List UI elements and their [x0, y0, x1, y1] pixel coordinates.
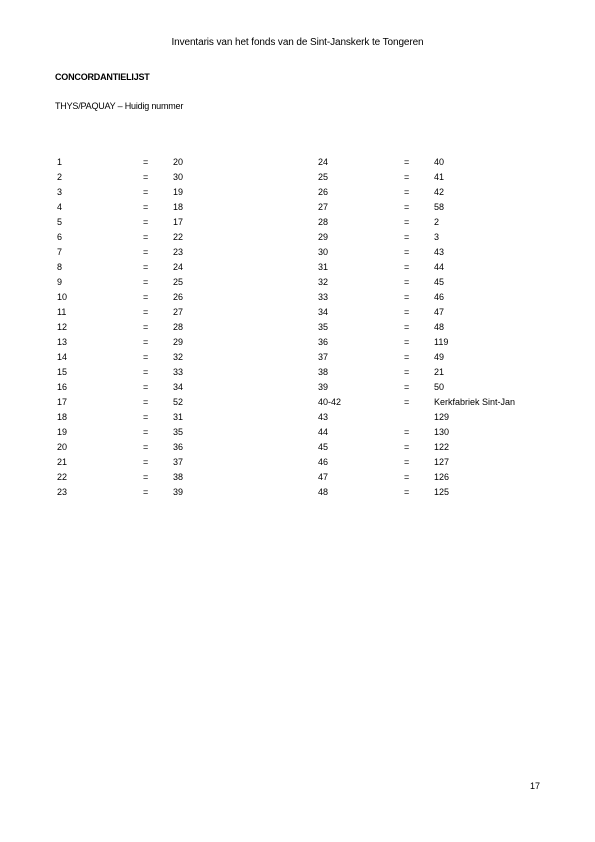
old-number: 3	[57, 187, 63, 197]
equals-sign: =	[143, 157, 149, 167]
old-number: 23	[57, 487, 68, 497]
old-number: 22	[57, 472, 68, 482]
equals-sign: =	[404, 187, 410, 197]
current-number: 20	[173, 157, 184, 167]
current-number: 127	[434, 457, 450, 467]
equals-sign: =	[143, 202, 149, 212]
old-number: 37	[318, 352, 329, 362]
equals-sign: =	[404, 172, 410, 182]
current-number: 130	[434, 427, 450, 437]
current-number: 3	[434, 232, 440, 242]
section-title: CONCORDANTIELIJST	[55, 72, 150, 82]
current-number: 28	[173, 322, 184, 332]
current-number: 23	[173, 247, 184, 257]
equals-sign: =	[143, 172, 149, 182]
old-number: 30	[318, 247, 329, 257]
equals-sign: =	[143, 427, 149, 437]
equals-sign: =	[404, 457, 410, 467]
old-number: 40-42	[318, 397, 342, 407]
equals-sign: =	[143, 277, 149, 287]
old-number: 48	[318, 487, 329, 497]
current-number: 44	[434, 262, 445, 272]
current-number: 31	[173, 412, 184, 422]
equals-sign: =	[143, 397, 149, 407]
old-number: 27	[318, 202, 329, 212]
old-number: 16	[57, 382, 68, 392]
equals-sign: =	[404, 292, 410, 302]
equals-sign: =	[143, 472, 149, 482]
old-number: 44	[318, 427, 329, 437]
old-number: 36	[318, 337, 329, 347]
equals-sign: =	[404, 277, 410, 287]
old-number: 26	[318, 187, 329, 197]
old-number: 47	[318, 472, 329, 482]
equals-sign: =	[404, 247, 410, 257]
current-number: 43	[434, 247, 445, 257]
equals-sign: =	[143, 322, 149, 332]
equals-sign: =	[143, 232, 149, 242]
current-number: 52	[173, 397, 184, 407]
equals-sign: =	[404, 472, 410, 482]
equals-sign: =	[404, 307, 410, 317]
old-number: 24	[318, 157, 329, 167]
current-number: 17	[173, 217, 184, 227]
current-number: 32	[173, 352, 184, 362]
equals-sign: =	[404, 397, 410, 407]
old-number: 11	[57, 307, 67, 317]
current-number: 2	[434, 217, 440, 227]
old-number: 19	[57, 427, 68, 437]
equals-sign: =	[404, 157, 410, 167]
old-number: 29	[318, 232, 329, 242]
old-number: 38	[318, 367, 329, 377]
equals-sign: =	[143, 487, 149, 497]
equals-sign: =	[143, 337, 149, 347]
old-number: 10	[57, 292, 68, 302]
current-number: 47	[434, 307, 445, 317]
current-number: 129	[434, 412, 450, 422]
equals-sign: =	[404, 487, 410, 497]
current-number: 35	[173, 427, 184, 437]
old-number: 46	[318, 457, 329, 467]
current-number: 46	[434, 292, 445, 302]
section-subtitle: THYS/PAQUAY – Huidig nummer	[55, 101, 184, 111]
equals-sign: =	[404, 352, 410, 362]
current-number: 40	[434, 157, 445, 167]
old-number: 43	[318, 412, 329, 422]
current-number: 38	[173, 472, 184, 482]
old-number: 18	[57, 412, 68, 422]
equals-sign: =	[404, 367, 410, 377]
old-number: 5	[57, 217, 63, 227]
current-number: 27	[173, 307, 184, 317]
current-number: 39	[173, 487, 184, 497]
current-number: 34	[173, 382, 184, 392]
current-number: 41	[434, 172, 445, 182]
current-number: 58	[434, 202, 445, 212]
current-number: Kerkfabriek Sint-Jan	[434, 397, 516, 407]
equals-sign: =	[143, 307, 149, 317]
old-number: 14	[57, 352, 68, 362]
current-number: 37	[173, 457, 184, 467]
equals-sign: =	[143, 217, 149, 227]
old-number: 6	[57, 232, 63, 242]
equals-sign: =	[143, 412, 149, 422]
old-number: 33	[318, 292, 329, 302]
current-number: 30	[173, 172, 184, 182]
current-number: 25	[173, 277, 184, 287]
old-number: 1	[57, 157, 63, 167]
old-number: 39	[318, 382, 329, 392]
equals-sign: =	[404, 202, 410, 212]
current-number: 21	[434, 367, 445, 377]
old-number: 20	[57, 442, 68, 452]
old-number: 35	[318, 322, 329, 332]
equals-sign: =	[404, 262, 410, 272]
old-number: 2	[57, 172, 63, 182]
equals-sign: =	[404, 217, 410, 227]
equals-sign: =	[143, 292, 149, 302]
current-number: 122	[434, 442, 450, 452]
equals-sign: =	[404, 442, 410, 452]
old-number: 45	[318, 442, 329, 452]
equals-sign: =	[143, 187, 149, 197]
current-number: 33	[173, 367, 184, 377]
equals-sign: =	[404, 322, 410, 332]
equals-sign: =	[404, 382, 410, 392]
equals-sign: =	[143, 442, 149, 452]
equals-sign: =	[143, 262, 149, 272]
current-number: 119	[434, 337, 449, 347]
current-number: 45	[434, 277, 445, 287]
current-number: 24	[173, 262, 184, 272]
current-number: 29	[173, 337, 184, 347]
current-number: 126	[434, 472, 450, 482]
equals-sign: =	[143, 247, 149, 257]
old-number: 34	[318, 307, 329, 317]
old-number: 8	[57, 262, 63, 272]
current-number: 22	[173, 232, 184, 242]
old-number: 25	[318, 172, 329, 182]
equals-sign: =	[143, 367, 149, 377]
old-number: 32	[318, 277, 329, 287]
equals-sign: =	[404, 232, 410, 242]
current-number: 50	[434, 382, 445, 392]
old-number: 7	[57, 247, 63, 257]
page-number: 17	[530, 781, 541, 791]
old-number: 9	[57, 277, 63, 287]
equals-sign: =	[404, 427, 410, 437]
current-number: 49	[434, 352, 445, 362]
equals-sign: =	[404, 337, 410, 347]
old-number: 13	[57, 337, 68, 347]
equals-sign: =	[143, 382, 149, 392]
current-number: 42	[434, 187, 445, 197]
equals-sign: =	[143, 457, 149, 467]
current-number: 48	[434, 322, 445, 332]
current-number: 125	[434, 487, 450, 497]
old-number: 17	[57, 397, 68, 407]
old-number: 21	[57, 457, 68, 467]
old-number: 15	[57, 367, 68, 377]
old-number: 31	[318, 262, 329, 272]
old-number: 28	[318, 217, 329, 227]
old-number: 12	[57, 322, 68, 332]
old-number: 4	[57, 202, 63, 212]
current-number: 18	[173, 202, 184, 212]
equals-sign: =	[143, 352, 149, 362]
current-number: 36	[173, 442, 184, 452]
page-header: Inventaris van het fonds van de Sint-Janskerk te Tongeren	[171, 37, 424, 48]
current-number: 19	[173, 187, 184, 197]
current-number: 26	[173, 292, 184, 302]
